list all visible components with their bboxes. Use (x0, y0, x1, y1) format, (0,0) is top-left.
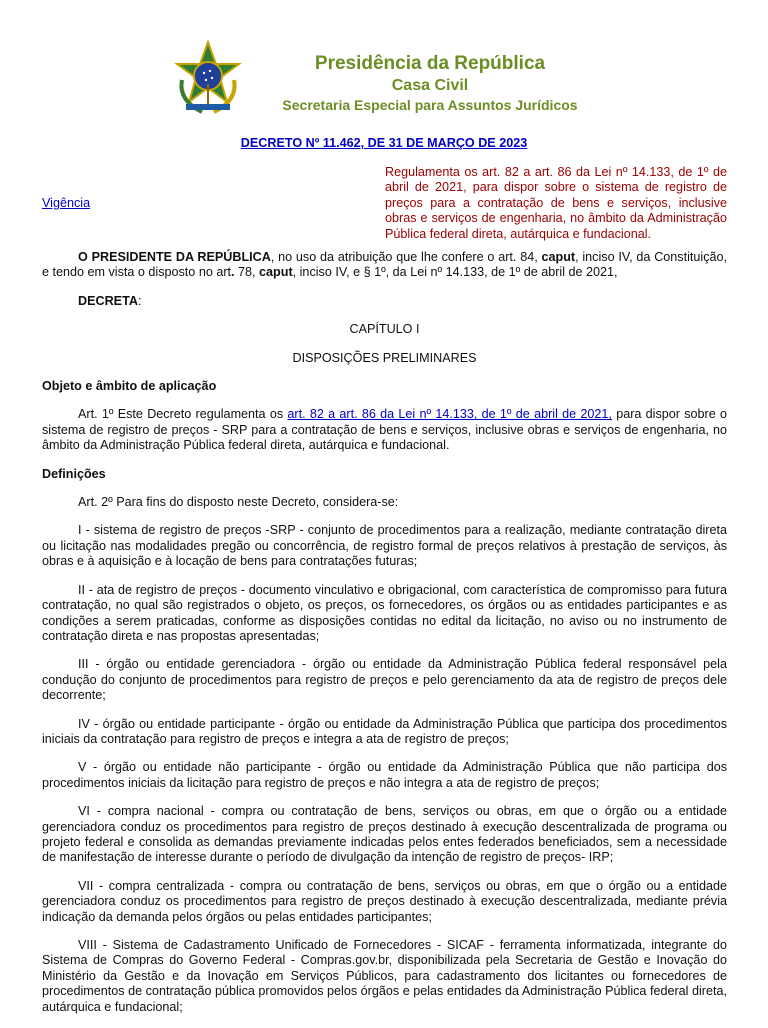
decreta-label: DECRETA (78, 293, 138, 308)
preamble-text: , inciso IV, e § 1º, da Lei nº 14.133, de 1º de abril de 2021, (292, 265, 618, 280)
article-1-text: Art. 1º Este Decreto regulamenta os (78, 407, 288, 422)
article-1-text: para dispor sobre o sistema de registro de preços - SRP para a contratação de bens e serviços, inclusive obras e serviços de engenharia, no âmbito da Administração Pública federal direta, autárquica e fundacional. (42, 407, 727, 453)
section-heading-definicoes: Definições (42, 466, 106, 481)
preamble-text: , no uso da atribuição que lhe confere o art. 84, (270, 250, 542, 264)
preamble-bold: O PRESIDENTE DA REPÚBLICA (78, 250, 271, 264)
header-presidencia: Presidência da República (314, 53, 546, 74)
preamble (42, 250, 727, 281)
preamble-caput: caput (259, 265, 293, 280)
article-1 (42, 407, 727, 453)
section-heading-objeto: Objeto e âmbito de aplicação (42, 379, 217, 394)
preamble-text: 78, (238, 265, 260, 280)
page-header (0, 0, 768, 120)
vigencia-link[interactable]: Vigência (42, 196, 91, 210)
inciso-item: VII - compra centralizada - compra ou contratação de bens, serviços ou obras, em que o órgão ou a entidade gerenciadora conduz os procedimentos para registro de preços destinado à execução descentralizada, mediante prévia indicação da demanda pelos órgãos ou pelas entidades participantes; (42, 878, 727, 924)
decree-title-link[interactable]: DECRETO Nº 11.462, DE 31 DE MARÇO DE 2023 (240, 136, 528, 150)
inciso-item: V - órgão ou entidade não participante - órgão ou entidade da Administração Pública que não participa dos procedimentos iniciais da licitação para registro de preços e não integra a ata de registro de preços; (42, 760, 727, 790)
preamble-text: , inciso IV, da Constituição, e tendo em vista o disposto no art (42, 250, 728, 280)
header-casa-civil: Casa Civil (391, 77, 469, 94)
inciso-item: VI - compra nacional - compra ou contratação de bens, serviços ou obras, em que o órgão ou a entidade gerenciadora conduz os procedimentos para registro de preços destinado à execução descentralizada de programa ou projeto federal e consolida as demandas previamente indicadas pelos entes federados beneficiados, sem a necessidade de manifestação de interesse durante o período de divulgação da intenção de registro de preços- IRP; (42, 804, 727, 865)
preamble-caput: caput (541, 250, 576, 264)
inciso-item: IV - órgão ou entidade participante - órgão ou entidade da Administração Pública que participa dos procedimentos iniciais da contratação para registro de preços e integra a ata de registro de preços; (42, 716, 727, 746)
inciso-item: I - sistema de registro de preços -SRP - conjunto de procedimentos para a realização, mediante contratação direta ou licitação nas modalidades pregão ou concorrência, de registro formal de preços relativos à prestação de serviços, às obras e à aquisição e à locação de bens para contratações futuras; (42, 523, 727, 569)
chapter-title: DISPOSIÇÕES PRELIMINARES (292, 350, 477, 365)
preamble-dot: . (231, 265, 239, 280)
document-body (42, 250, 727, 1028)
header-secretaria: Secretaria Especial para Assuntos Jurídicos (282, 97, 578, 113)
inciso-item: II - ata de registro de preços - documento vinculativo e obrigacional, com característica de compromisso para futura contratação, no qual são registrados o objeto, os preços, os fornecedores, os órgãos ou as entidades participantes e as condições a serem praticadas, conforme as disposições contidas no edital da licitação, no aviso ou no instrumento de contratação direta e nas propostas apresentadas; (42, 582, 727, 643)
inciso-item: VIII - Sistema de Cadastramento Unificado de Fornecedores - SICAF - ferramenta informatizada, integrante do Sistema de Compras do Governo Federal - Compras.gov.br, disponibilizada pela Secretaria de Gestão e Inovação do Ministério da Gestão e da Inovação em Serviços Públicos, para cadastramento dos licitantes ou fornecedores de procedimentos de contratação pública promovidos pelos órgãos e pelas entidades da Administração Pública federal direta, autárquica e fundacional; (42, 938, 727, 1014)
chapter-heading: CAPÍTULO I (349, 322, 420, 337)
lei-14133-link[interactable]: art. 82 a art. 86 da Lei nº 14.133, de 1º de abril de 2021, (287, 407, 612, 422)
decreta-line (42, 294, 727, 309)
brazil-coat-of-arms-icon (172, 40, 244, 116)
ementa-text: Regulamenta os art. 82 a art. 86 da Lei nº 14.133, de 1º de abril de 2021, para dispor sobre o sistema de registro de preços para a contratação de bens e serviços, inclusive obras e serviços de engenharia, no âmbito da Administração Pública federal direta, autárquica e fundacional. (385, 165, 727, 241)
article-2: Art. 2º Para fins do disposto neste Decreto, considera-se: (78, 495, 399, 510)
decreta-colon: : (137, 293, 142, 308)
header-text (250, 52, 610, 114)
inciso-item: III - órgão ou entidade gerenciadora - órgão ou entidade da Administração Pública federal responsável pela condução do conjunto de procedimentos para registro de preços e pelo gerenciamento da ata de registro de preços dele decorrente; (42, 657, 727, 703)
